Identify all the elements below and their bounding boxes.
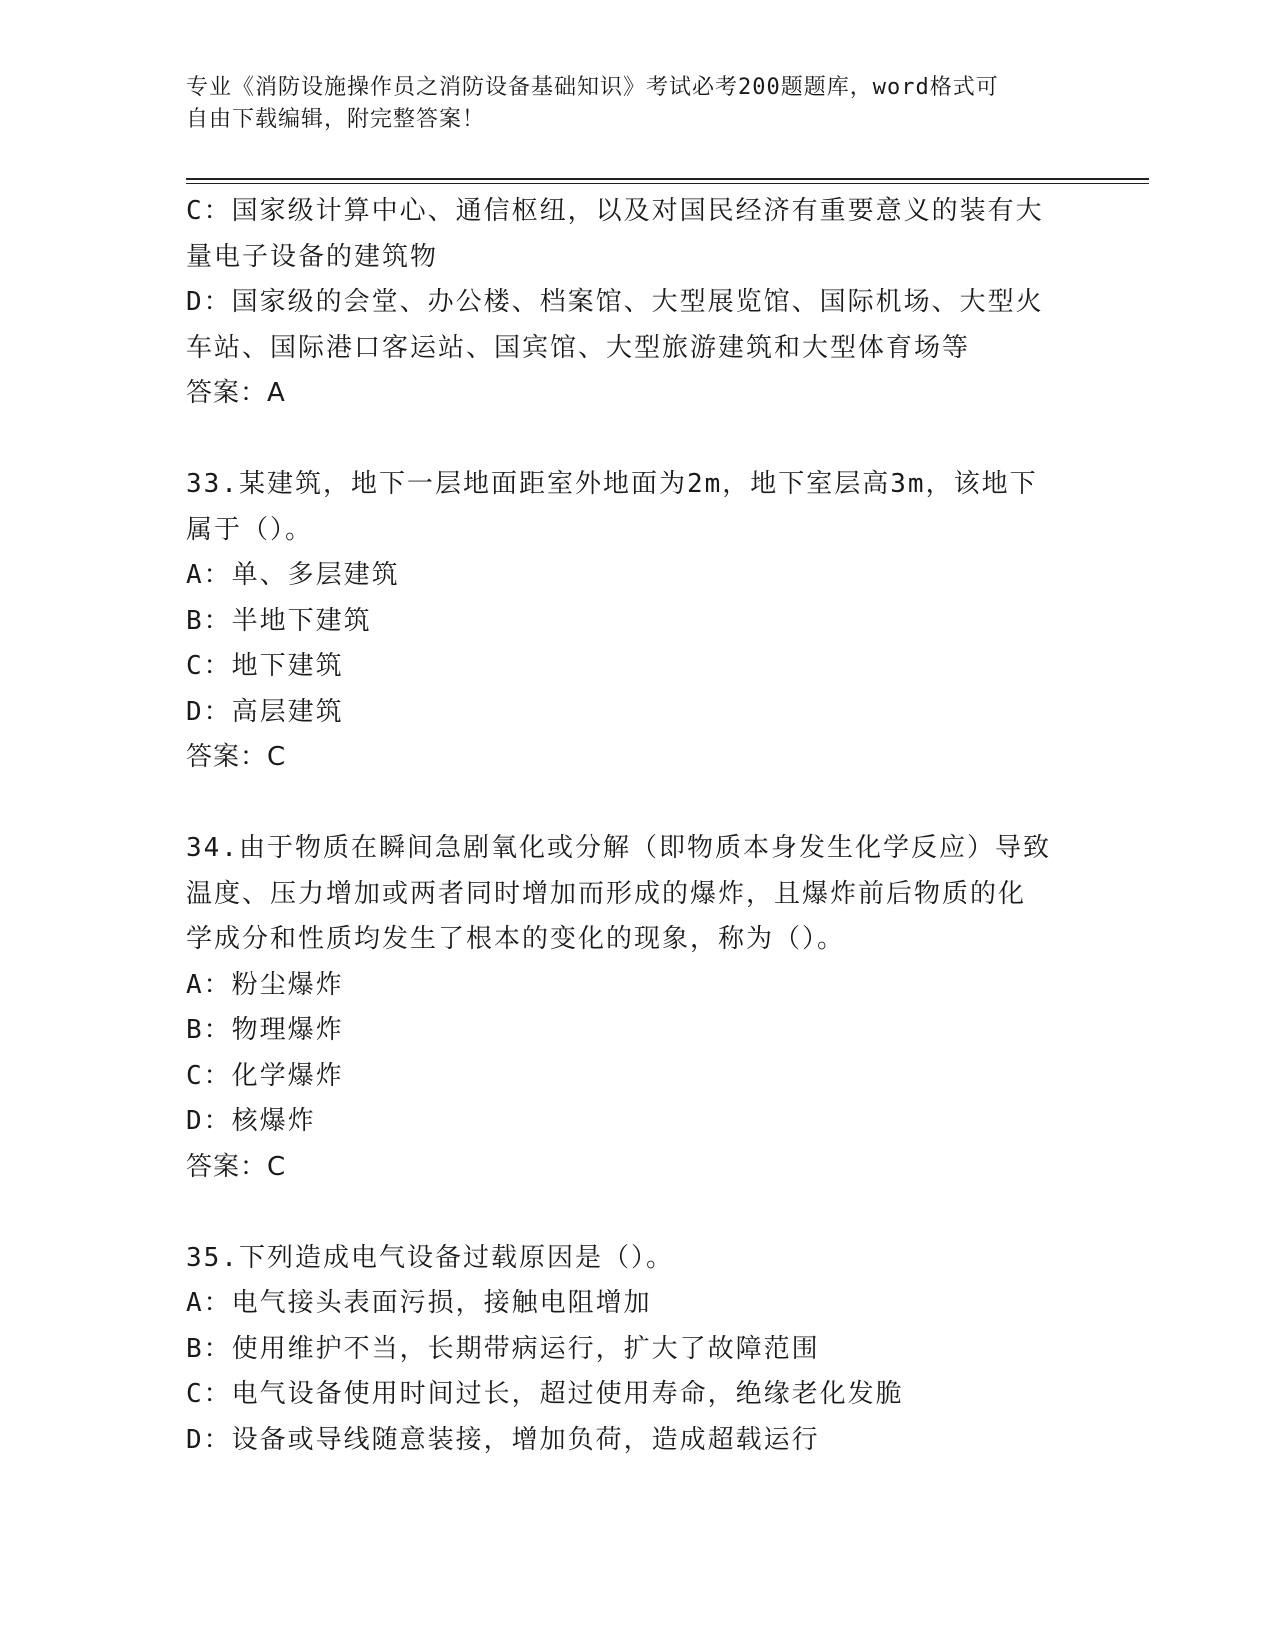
option-a: A：电气接头表面污损，接触电阻增加 [186, 1288, 652, 1318]
question-33 [186, 462, 1086, 781]
option-c: C：电气设备使用时间过长，超过使用寿命，绝缘老化发脆 [186, 1379, 904, 1409]
question-35 [186, 1236, 1086, 1464]
header-title-line-1: 专业《消防设施操作员之消防设备基础知识》考试必考200题题库，word格式可 [186, 75, 999, 100]
question-34 [186, 826, 1086, 1190]
option-d-line-1: D：国家级的会堂、办公楼、档案馆、大型展览馆、国际机场、大型火 [186, 287, 1044, 317]
option-b: B：使用维护不当，长期带病运行，扩大了故障范围 [186, 1333, 820, 1364]
document-header [186, 72, 1066, 136]
option-d: D：设备或导线随意装接，增加负荷，造成超载运行 [186, 1424, 820, 1455]
option-d-line-2: 车站、国际港口客运站、国宾馆、大型旅游建筑和大型体育场等 [186, 332, 971, 363]
spacer [186, 781, 1086, 827]
header-title-line-2: 自由下载编辑，附完整答案！ [186, 107, 486, 132]
answer-label: 答案：C [186, 1151, 287, 1182]
option-b: B：半地下建筑 [186, 605, 372, 636]
question-stem-line-2: 属于（）。 [186, 514, 314, 545]
question-32-carryover [186, 189, 1086, 417]
option-b: B：物理爆炸 [186, 1015, 344, 1045]
question-stem-line-1: 33.某建筑，地下一层地面距室外地面为2m，地下室层高3m，该地下 [186, 469, 1038, 499]
spacer [186, 1190, 1086, 1236]
question-content [186, 189, 1086, 1463]
header-divider-thin [186, 183, 1149, 184]
option-c: C：地下建筑 [186, 651, 344, 681]
answer-label: 答案：A [186, 378, 286, 408]
question-stem-line-1: 34.由于物质在瞬间急剧氧化或分解（即物质本身发生化学反应）导致 [186, 833, 1051, 863]
option-c: C：化学爆炸 [186, 1060, 344, 1091]
option-d: D：核爆炸 [186, 1106, 316, 1136]
answer-label: 答案：C [186, 742, 287, 772]
spacer [186, 417, 1086, 463]
option-c-line-2: 量电子设备的建筑物 [186, 241, 439, 272]
option-c-line-1: C：国家级计算中心、通信枢纽，以及对国民经济有重要意义的装有大 [186, 196, 1044, 226]
header-divider-thick [186, 178, 1149, 180]
question-stem-line-1: 35.下列造成电气设备过载原因是（）。 [186, 1242, 674, 1273]
option-a: A：粉尘爆炸 [186, 969, 344, 1000]
option-d: D：高层建筑 [186, 696, 344, 727]
question-stem-line-3: 学成分和性质均发生了根本的变化的现象，称为（）。 [186, 924, 846, 954]
question-stem-line-2: 温度、压力增加或两者同时增加而形成的爆炸，且爆炸前后物质的化 [186, 878, 1027, 909]
option-a: A：单、多层建筑 [186, 560, 400, 590]
